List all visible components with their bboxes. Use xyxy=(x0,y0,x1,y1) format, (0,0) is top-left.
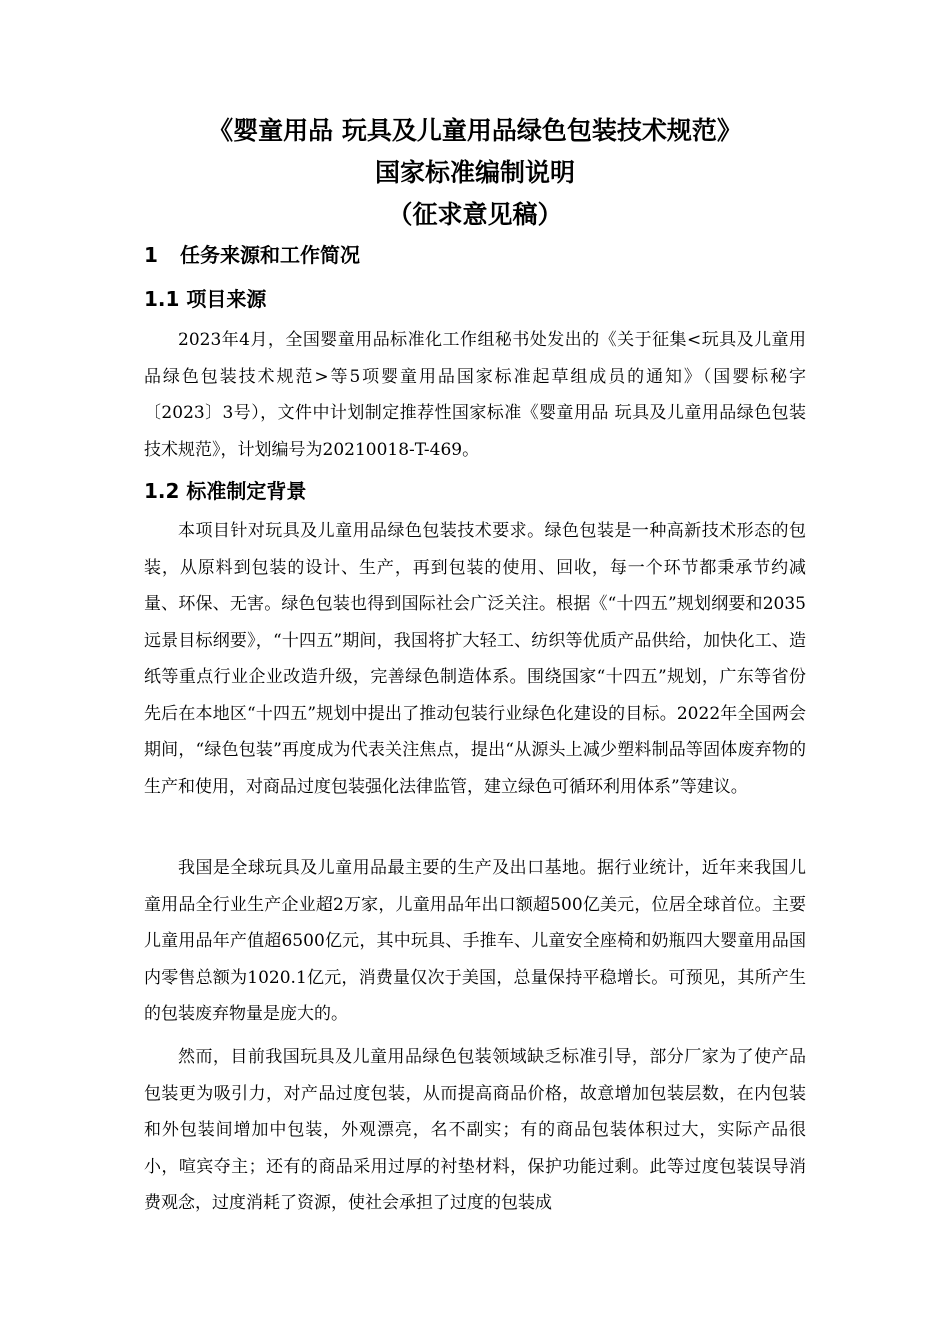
document-subtitle: 国家标准编制说明 xyxy=(374,158,575,187)
section-1-number: 1 xyxy=(144,243,158,267)
section-1-2-paragraph-1: 本项目针对玩具及儿童用品绿色包装技术要求。绿色包装是一种高新技术形态的包装，从原料到包装的设计、生产，再到包装的使用、回收，每一个环节都秉承节约减量、环保、无害。绿色包装也得到国际社会广泛关注。根据《“十四五”规划纲要和2035远景目标纲要》，“十四五”期间，我国将扩大轻工、纺织等优质产品供给，加快化工、造纸等重点行业企业改造升级，完善绿色制造体系。围绕国家“十四五”规划，广东等省份先后在本地区“十四五”规划中提出了推动包装行业绿色化建设的目标。2022年全国两会期间，“绿色包装”再度成为代表关注焦点，提出“从源头上减少塑料制品等固体废弃物的生产和使用，对商品过度包装强化法律监管，建立绿色可循环利用体系”等建议。 xyxy=(144,521,806,797)
section-1-1-paragraph: 2023年4月，全国婴童用品标准化工作组秘书处发出的《关于征集<玩具及儿童用品绿色包装技术规范>等5项婴童用品国家标准起草组成员的通知》（国婴标秘字〔2023〕3号），文件中计划制定推荐性国家标准《婴童用品 玩具及儿童用品绿色包装技术规范》，计划编号为20210018-T-469。 xyxy=(144,330,806,460)
section-1-2-paragraph-3: 然而，目前我国玩具及儿童用品绿色包装领域缺乏标准引导，部分厂家为了使产品包装更为吸引力，对产品过度包装，从而提高商品价格，故意增加包装层数，在内包装和外包装间增加中包装，外观漂亮，名不副实；有的商品包装体积过大，实际产品很小，喧宾夺主；还有的商品采用过厚的衬垫材料，保护功能过剩。此等过度包装误导消费观念，过度消耗了资源，使社会承担了过度的包装成 xyxy=(144,1047,806,1213)
section-1-heading xyxy=(144,242,360,268)
section-1-2-paragraph-2: 我国是全球玩具及儿童用品最主要的生产及出口基地。据行业统计，近年来我国儿童用品全行业生产企业超2万家，儿童用品年出口额超500亿美元，位居全球首位。主要儿童用品年产值超6500亿元，其中玩具、手推车、儿童安全座椅和奶瓶四大婴童用品国内零售总额为1020.1亿元，消费量仅次于美国，总量保持平稳增长。可预见，其所产生的包装废弃物量是庞大的。 xyxy=(144,858,806,1024)
document-title: 《婴童用品 玩具及儿童用品绿色包装技术规范》 xyxy=(208,116,742,145)
section-1-title: 任务来源和工作简况 xyxy=(180,243,360,267)
document-draft-label: （征求意见稿） xyxy=(387,200,563,229)
section-1-1-heading: 1.1 项目来源 xyxy=(144,287,267,311)
section-1-2-heading: 1.2 标准制定背景 xyxy=(144,479,307,503)
